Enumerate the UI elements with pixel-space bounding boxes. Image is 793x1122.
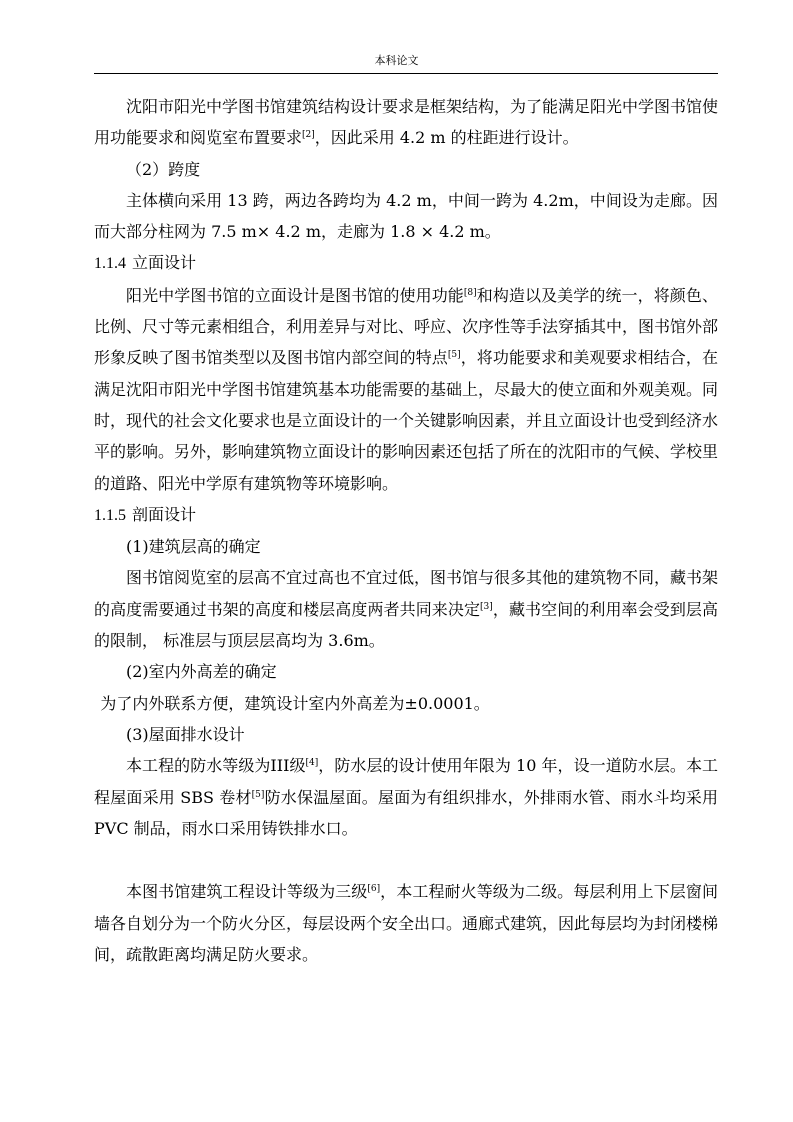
citation-marker: [3] (480, 601, 493, 612)
text-run: 本图书馆建筑工程设计等级为三级 (126, 882, 368, 902)
paragraph-elevation-design (94, 280, 718, 499)
text-run: ，将功能要求和美观要求相结合，在满足沈阳市阳光中学图书馆建筑基本功能需要的基础上，尽最大的使立面和外观美观。同时，现代的社会文化要求也是立面设计的一个关键影响因素，并且立面设计也受到经济水平的影响。另外，影响建筑物立面设计的影响因素还包括了所在的沈阳市的气候、学校里的道路、阳光中学原有建筑物等环境影响。 (94, 348, 719, 493)
section-number: 1.1.5 (94, 506, 126, 524)
header-divider (94, 73, 718, 74)
text-run: (2)室内外高差的确定 (126, 662, 277, 682)
text-run: 沈阳市阳光中学图书馆建筑结构设计要求是框架结构，为了能满足阳光中学图书馆使用功能要求和阅览室布置要求 (94, 97, 719, 148)
citation-marker: [6] (367, 884, 381, 895)
section-number: 1.1.4 (94, 255, 126, 273)
section-heading-fire-safety (94, 844, 718, 876)
text-run: 和构造以及美学的统一，将颜色、比例、尺寸等元素相组合，利用差异与对比、呼应、次序性等手法穿插其中，图书馆外部形象反映了图书馆类型以及图书馆内部空间的特点 (94, 285, 719, 368)
text-run: ，防水层的设计使用年限为 10 年，设一道防水层。本工程屋面采用 SBS 卷材 (94, 756, 718, 807)
subheading-indoor-outdoor (94, 656, 718, 687)
subheading-roof-drainage (94, 719, 718, 750)
section-title: 立面设计 (132, 253, 197, 273)
text-run: 本工程的防水等级为III级 (126, 756, 306, 776)
text-run: ，因此采用 4.2 m 的柱距进行设计。 (314, 128, 579, 148)
text-run: ，藏书空间的利用率会受到层高的限制， 标准层与顶层层高均为 3.6m。 (94, 599, 718, 651)
text-run: 图书馆阅览室的层高不宜过高也不宜过低，图书馆与很多其他的建筑物不同，藏书架的高度需要通过书架的高度和楼层高度两者共同来决定 (94, 568, 719, 619)
text-run: 防水保温屋面。屋面为有组织排水，外排雨水管、雨水斗均采用 PVC 制品，雨水口采用铸铁排水口。 (94, 787, 718, 838)
text-run: 主体横向采用 13 跨，两边各跨均为 4.2 m，中间一跨为 4.2m，中间设为走廊。因而大部分柱网为 7.5 m× 4.2 m，走廊为 1.8 × 4.2 m。 (94, 190, 718, 242)
text-run: (1)建筑层高的确定 (126, 537, 261, 557)
paragraph-column-spacing (94, 91, 718, 154)
paragraph-indoor-outdoor (68, 688, 718, 719)
page-header-title: 本科论文 (374, 54, 419, 67)
section-heading-section-design (94, 499, 718, 531)
text-run: ，本工程耐火等级为二级。每层利用上下层窗间墙各自划分为一个防火分区，每层设两个安全出口。通廊式建筑，因此每层均为封闭楼梯间，疏散距离均满足防火要求。 (94, 882, 719, 965)
text-run: (3)屋面排水设计 (126, 724, 245, 744)
text-run: （2）跨度 (126, 159, 201, 179)
paragraph-fire-safety (94, 876, 718, 970)
paragraph-roof-drainage (94, 750, 718, 844)
citation-marker: [4] (305, 758, 319, 769)
document-body (94, 91, 718, 970)
text-run: 阳光中学图书馆的立面设计是图书馆的使用功能 (126, 285, 464, 305)
section-heading-elevation (94, 247, 718, 279)
citation-marker: [5] (447, 350, 461, 361)
section-title: 剖面设计 (132, 504, 197, 524)
citation-marker: [8] (463, 287, 477, 298)
citation-marker: [2] (302, 130, 315, 141)
citation-marker: [5] (251, 789, 265, 800)
paragraph-floor-height (94, 562, 718, 656)
paragraph-span (94, 185, 718, 248)
text-run: 为了内外联系方便，建筑设计室内外高差为±0.0001。 (100, 693, 490, 713)
subheading-span (94, 154, 718, 185)
subheading-floor-height (94, 531, 718, 562)
